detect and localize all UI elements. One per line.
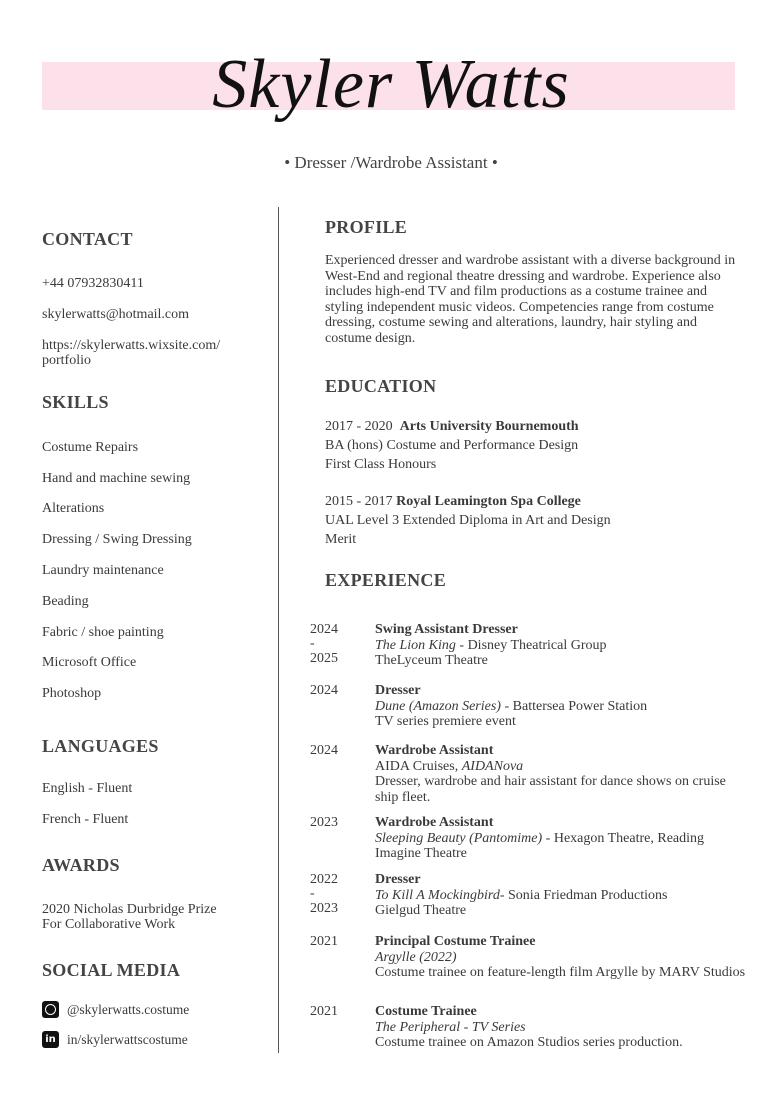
exp-years xyxy=(310,683,350,698)
exp-title: Dune (Amazon Series) xyxy=(375,698,501,714)
exp-title: AIDANova xyxy=(461,758,524,774)
edu-result: Merit xyxy=(325,532,357,547)
url-line-2: portfolio xyxy=(42,353,91,368)
instagram-link[interactable] xyxy=(42,1001,189,1018)
language-item: French - Fluent xyxy=(42,812,129,827)
edu-degree: UAL Level 3 Extended Diploma in Art and Design xyxy=(325,513,611,528)
exp-years xyxy=(310,872,350,916)
exp-role: Dresser xyxy=(375,872,421,887)
award-line-1: 2020 Nicholas Durbridge Prize xyxy=(42,902,217,917)
exp-year-end: 2025 xyxy=(310,651,338,666)
exp-detail: Imagine Theatre xyxy=(375,846,467,861)
skill-item: Alterations xyxy=(42,501,105,516)
social-heading: SOCIAL MEDIA xyxy=(42,960,181,980)
exp-detail: Costume trainee on feature-length film Argylle by MARV Studios xyxy=(375,965,746,980)
linkedin-icon: in xyxy=(42,1031,59,1048)
skill-item: Costume Repairs xyxy=(42,440,139,455)
exp-title: The Peripheral - TV Series xyxy=(375,1019,526,1035)
profile-text: Experienced dresser and wardrobe assistant with a diverse background in West-End and regional theatre dressing and wardrobe. Experience also includes high-end TV and film productions as a costume trainee and styling independent music videos. Competencies range from costume dressing, costume sewing and alterations, laundry, hair styling and costume design. xyxy=(325,253,736,346)
url-line-1: https://skylerwatts.wixsite.com/ xyxy=(42,338,221,353)
exp-production xyxy=(375,638,750,654)
exp-detail: Costume trainee on Amazon Studios series production. xyxy=(375,1035,683,1050)
exp-production xyxy=(375,950,750,966)
exp-venue: - Sonia Friedman Productions xyxy=(499,887,668,903)
exp-year-start: 2021 xyxy=(310,934,338,949)
contact-heading: CONTACT xyxy=(42,229,133,249)
exp-title: Argylle (2022) xyxy=(375,949,457,965)
exp-detail: TV series premiere event xyxy=(375,714,516,729)
language-item: English - Fluent xyxy=(42,781,133,796)
edu-school: Royal Leamington Spa College xyxy=(396,494,581,509)
skill-item: Beading xyxy=(42,594,89,609)
education-heading: EDUCATION xyxy=(325,376,437,396)
exp-venue: - Disney Theatrical Group xyxy=(455,637,607,653)
instagram-handle: @skylerwatts.costume xyxy=(67,1001,190,1017)
edu-years: 2017 - 2020 xyxy=(325,419,393,434)
exp-production xyxy=(375,888,750,904)
edu-result: First Class Honours xyxy=(325,457,437,472)
exp-years xyxy=(310,934,350,949)
awards-heading: AWARDS xyxy=(42,855,120,875)
exp-title: Sleeping Beauty (Pantomime) xyxy=(375,830,543,846)
contact-phone: +44 07932830411 xyxy=(42,276,144,291)
contact-portfolio-link[interactable] xyxy=(42,338,220,368)
linkedin-handle: in/skylerwattscostume xyxy=(67,1031,188,1047)
exp-role: Wardrobe Assistant xyxy=(375,743,494,758)
education-item xyxy=(325,417,579,474)
exp-role: Swing Assistant Dresser xyxy=(375,622,518,637)
contact-email[interactable]: skylerwatts@hotmail.com xyxy=(42,307,190,322)
exp-year-end: 2023 xyxy=(310,901,338,916)
edu-school: Arts University Bournemouth xyxy=(399,419,579,434)
exp-production xyxy=(375,759,750,775)
exp-company: AIDA Cruises, xyxy=(375,758,462,774)
exp-year-start: 2022 xyxy=(310,872,338,887)
experience-heading: EXPERIENCE xyxy=(325,570,447,590)
skill-item: Microsoft Office xyxy=(42,655,137,670)
exp-venue: - Hexagon Theatre, Reading xyxy=(542,830,705,846)
skill-item: Dressing / Swing Dressing xyxy=(42,532,192,547)
name-signature: Skyler Watts xyxy=(212,46,570,123)
exp-years xyxy=(310,743,350,758)
exp-title: To Kill A Mockingbird xyxy=(375,887,500,903)
exp-year-start: 2021 xyxy=(310,1004,338,1019)
exp-role: Wardrobe Assistant xyxy=(375,815,494,830)
exp-venue: - Battersea Power Station xyxy=(500,698,648,714)
exp-years xyxy=(310,815,350,830)
exp-year-separator: - xyxy=(310,886,315,901)
exp-year-separator: - xyxy=(310,636,315,651)
exp-role: Dresser xyxy=(375,683,421,698)
instagram-icon xyxy=(42,1001,59,1018)
profile-heading: PROFILE xyxy=(325,217,408,237)
column-divider xyxy=(278,207,279,1053)
job-title: • Dresser /Wardrobe Assistant • xyxy=(284,153,498,172)
education-item xyxy=(325,492,611,549)
exp-production xyxy=(375,1020,750,1036)
exp-detail: Gielgud Theatre xyxy=(375,903,467,918)
exp-detail: Dresser, wardrobe and hair assistant for dance shows on cruise ship fleet. xyxy=(375,774,726,805)
exp-production xyxy=(375,831,750,847)
skill-item: Hand and machine sewing xyxy=(42,471,191,486)
exp-years xyxy=(310,1004,350,1019)
exp-role: Costume Trainee xyxy=(375,1004,477,1019)
award-line-2: For Collaborative Work xyxy=(42,917,176,932)
edu-degree: BA (hons) Costume and Performance Design xyxy=(325,438,579,453)
exp-title: The Lion King xyxy=(375,637,456,653)
exp-year-start: 2024 xyxy=(310,622,338,637)
linkedin-link[interactable] xyxy=(42,1031,188,1048)
skill-item: Laundry maintenance xyxy=(42,563,164,578)
languages-heading: LANGUAGES xyxy=(42,736,159,756)
exp-production xyxy=(375,699,750,715)
exp-years xyxy=(310,622,350,666)
award-item xyxy=(42,902,217,932)
exp-year-start: 2024 xyxy=(310,743,338,758)
skill-item: Photoshop xyxy=(42,686,102,701)
exp-role: Principal Costume Trainee xyxy=(375,934,536,949)
skill-item: Fabric / shoe painting xyxy=(42,625,164,640)
exp-detail: TheLyceum Theatre xyxy=(375,653,488,668)
edu-years: 2015 - 2017 xyxy=(325,494,393,509)
exp-year-start: 2023 xyxy=(310,815,338,830)
exp-year-start: 2024 xyxy=(310,683,338,698)
skills-heading: SKILLS xyxy=(42,392,109,412)
